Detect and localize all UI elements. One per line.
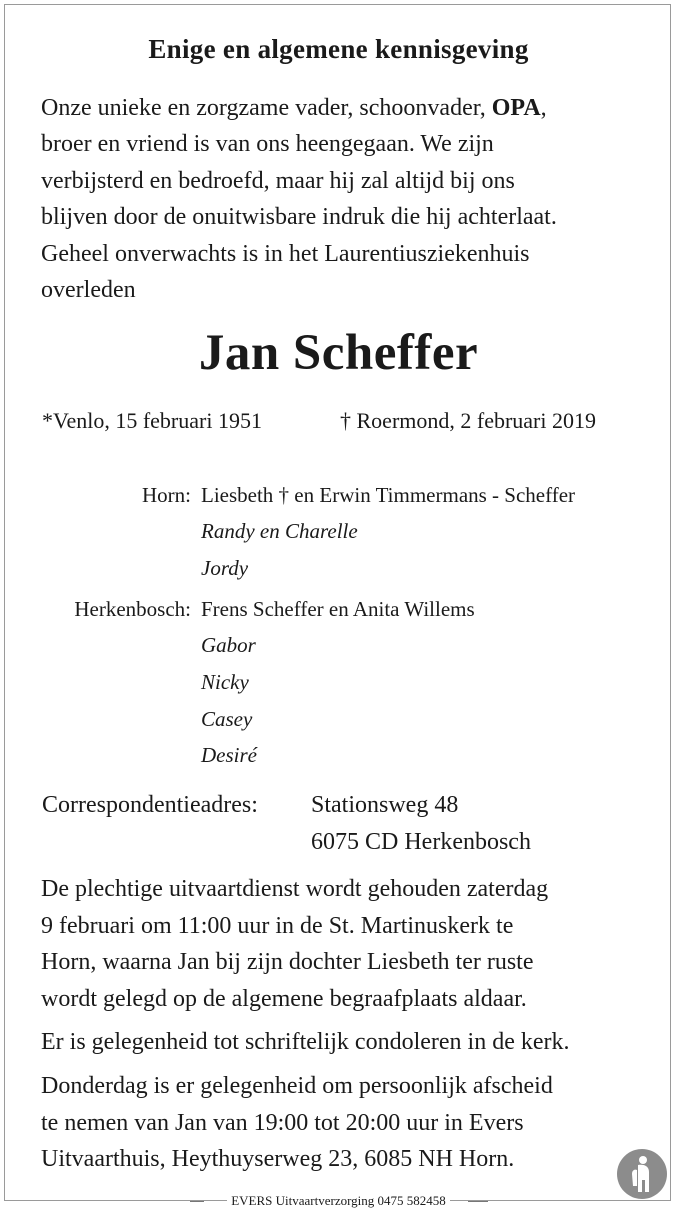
family-member: Jordy	[201, 556, 249, 580]
service-line: De plechtige uitvaartdienst wordt gehouden zaterdag	[41, 876, 549, 902]
intro-line: overleden	[41, 277, 136, 304]
family-place-horn: Horn:	[142, 483, 191, 507]
farewell-line: Uitvaarthuis, Heythuyserweg 23, 6085 NH Horn.	[41, 1146, 515, 1173]
correspondence-street: Stationsweg 48	[311, 792, 459, 818]
family-member: Desiré	[201, 743, 257, 767]
footer-rule-right	[468, 1201, 488, 1202]
intro-line: verbijsterd en bedroefd, maar hij zal altijd bij ons	[41, 167, 515, 194]
intro-line: Onze unieke en zorgzame vader, schoonvader, OPA,	[41, 95, 547, 121]
correspondence-city: 6075 CD Herkenbosch	[311, 829, 531, 855]
family-member: Frens Scheffer en Anita Willems	[201, 597, 475, 621]
family-member: Nicky	[201, 670, 249, 694]
family-member: Liesbeth † en Erwin Timmermans - Scheffer	[201, 483, 576, 507]
family-place-herkenbosch: Herkenbosch:	[74, 597, 191, 621]
farewell-line: Donderdag is er gelegenheid om persoonlijk afscheid	[41, 1073, 553, 1099]
family-member: Gabor	[201, 633, 256, 657]
service-line: Horn, waarna Jan bij zijn dochter Liesbeth ter ruste	[41, 949, 534, 976]
deceased-name: Jan Scheffer	[198, 325, 479, 381]
intro-paragraph	[41, 90, 661, 308]
intro-line: blijven door de onuitwisbare indruk die hij achterlaat.	[41, 204, 557, 231]
family-member: Randy en Charelle	[201, 519, 358, 543]
farewell-line: te nemen van Jan van 19:00 tot 20:00 uur in Evers	[41, 1109, 524, 1136]
footer-text: EVERS Uitvaartverzorging 0475 582458	[0, 1193, 677, 1209]
intro-line: broer en vriend is van ons heengegaan. We zijn	[41, 131, 494, 158]
service-line: wordt gelegd op de algemene begraafplaats aldaar.	[41, 985, 527, 1012]
condolence-paragraph	[41, 1024, 661, 1061]
condolence-line: Er is gelegenheid tot schriftelijk condoleren in de kerk.	[41, 1029, 570, 1055]
correspondence-label: Correspondentieadres:	[42, 792, 258, 818]
family-member: Casey	[201, 707, 253, 731]
service-paragraph	[41, 871, 661, 1017]
intro-opa: OPA	[491, 95, 541, 121]
farewell-paragraph	[41, 1068, 661, 1178]
intro-line: Geheel onverwachts is in het Laurentiusziekenhuis	[41, 240, 530, 267]
service-line: 9 februari om 11:00 uur in de St. Martinuskerk te	[41, 912, 514, 939]
birth-date: *Venlo, 15 februari 1951	[42, 408, 262, 433]
death-date: † Roermond, 2 februari 2019	[340, 408, 596, 433]
memorial-figure-icon	[616, 1148, 668, 1200]
notice-heading: Enige en algemene kennisgeving	[148, 34, 529, 64]
